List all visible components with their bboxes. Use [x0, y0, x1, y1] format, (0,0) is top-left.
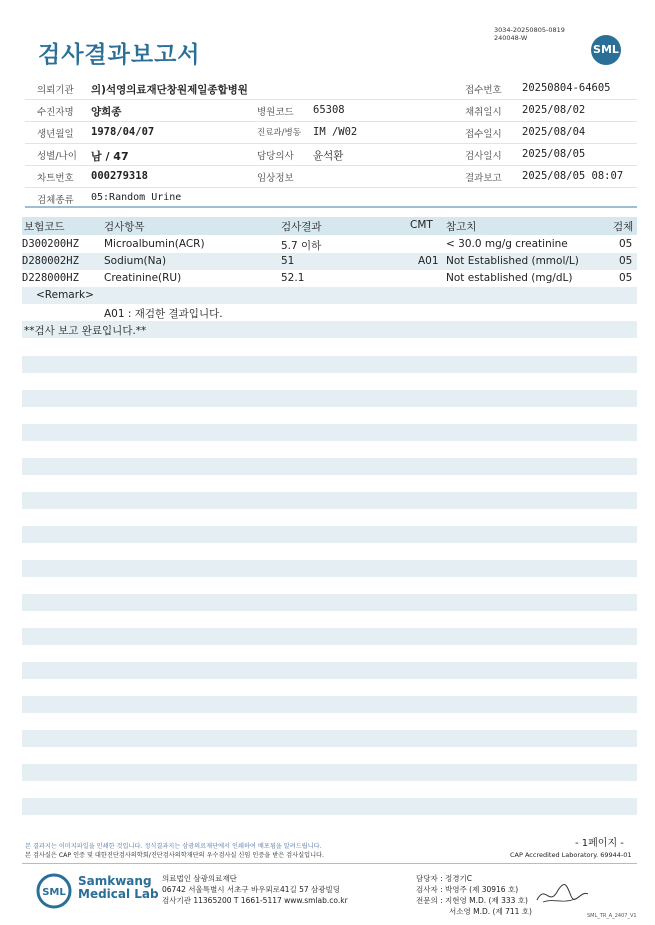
row-item: Microalbumin(ACR) [104, 238, 205, 250]
col-cmt: CMT [410, 219, 433, 231]
document-id-line-1: 3034-20250805-0819 [494, 26, 565, 34]
collect-date-value: 2025/08/02 [522, 104, 586, 116]
dept-value: IM /W02 [313, 126, 358, 138]
birth-label: 생년월일 [37, 129, 74, 140]
row-result: 51 [281, 255, 295, 267]
clinical-label: 임상정보 [257, 173, 294, 184]
staff-line-4: 서소영 M.D. (제 711 호) [449, 907, 532, 916]
staff-line-3: 전문의 : 지현영 M.D. (제 333 호) [416, 896, 528, 905]
chart-label: 차트번호 [37, 173, 74, 184]
remark-row [22, 287, 637, 304]
col-result: 검사결과 [281, 221, 322, 233]
row-item: Sodium(Na) [104, 255, 167, 267]
test-date-label: 검사일시 [465, 151, 502, 162]
document-id-line-2: 240048-W [494, 34, 528, 42]
chart-value: 000279318 [91, 170, 148, 182]
header-row-1 [25, 78, 637, 100]
header-row-2 [25, 100, 637, 122]
row-code: D280002HZ [22, 255, 79, 267]
specimen-value: 05:Random Urine [91, 192, 182, 203]
table-row [22, 236, 637, 253]
empty-row [22, 390, 637, 407]
sml-logo: SML [591, 35, 621, 65]
address-line-2: 06742 서울특별시 서초구 바우뫼로41길 57 삼광빌딩 [162, 885, 341, 894]
sex-age-label: 성별/나이 [37, 151, 77, 162]
document-id [494, 26, 565, 42]
empty-row [22, 764, 637, 781]
receipt-date-label: 접수일시 [465, 129, 502, 140]
receipt-date-value: 2025/08/04 [522, 126, 586, 138]
row-result: 5.7 이하 [281, 240, 322, 252]
col-code: 보험코드 [24, 221, 65, 233]
row-cmt: A01 [418, 255, 439, 267]
brand-line-2: Medical Lab [78, 887, 159, 901]
address-line-3: 검사기관 11365200 T 1661-5117 www.smlab.co.kr [162, 896, 348, 905]
test-date-value: 2025/08/05 [522, 148, 586, 160]
row-code: D228000HZ [22, 272, 79, 284]
receipt-no-label: 접수번호 [465, 85, 502, 96]
requester-label: 의뢰기관 [37, 85, 74, 96]
empty-row [22, 730, 637, 747]
brand-name [78, 875, 159, 901]
lab-address [162, 873, 348, 906]
results-table-header [22, 217, 637, 235]
remark-label: <Remark> [36, 289, 94, 301]
patient-label: 수진자명 [37, 107, 74, 118]
empty-row [22, 424, 637, 441]
row-ref: < 30.0 mg/g creatinine [446, 238, 568, 250]
row-ref: Not established (mg/dL) [446, 272, 573, 284]
doctor-value: 윤석환 [313, 150, 344, 162]
row-specimen: 05 [619, 272, 633, 284]
complete-row [22, 321, 637, 338]
image-notice: 본 결과지는 이미지파일을 인쇄한 것입니다. 정식결과지는 삼광의료재단에서 인쇄하여 배포됨을 알려드립니다. [25, 843, 322, 850]
report-date-label: 결과보고 [465, 173, 502, 184]
collect-date-label: 채취일시 [465, 107, 502, 118]
specimen-label: 검체종류 [37, 195, 74, 206]
empty-row [22, 594, 637, 611]
address-line-1: 의료법인 삼광의료재단 [162, 874, 237, 883]
svg-text:SML: SML [42, 887, 66, 898]
staff-info [416, 873, 532, 917]
requester-value: 의)석영의료재단창원제일종합병원 [91, 84, 248, 96]
header-divider [25, 206, 637, 208]
brand-line-1: Samkwang [78, 874, 152, 888]
header-row-4 [25, 144, 637, 166]
col-item: 검사항목 [104, 221, 145, 233]
row-ref: Not Established (mmol/L) [446, 255, 579, 267]
dept-label: 진료과/병동 [257, 128, 301, 138]
accreditation-notice: 본 검사실은 CAP 인증 및 대한진단검사의학회/진단검사의학재단의 우수검사실 신임 인증을 받은 검사실입니다. [25, 852, 324, 859]
empty-row [22, 560, 637, 577]
doctor-label: 담당의사 [257, 151, 294, 162]
remark-text-row [22, 304, 637, 321]
header-row-5 [25, 166, 637, 188]
page-number: - 1페이지 - [575, 838, 624, 849]
table-row [22, 253, 637, 270]
footer-divider [22, 863, 637, 864]
remark-text: A01 : 재검한 결과입니다. [104, 308, 223, 320]
empty-row [22, 696, 637, 713]
empty-row [22, 458, 637, 475]
patient-value: 양희종 [91, 106, 122, 118]
empty-table-stripes [22, 356, 637, 832]
table-row [22, 270, 637, 287]
staff-line-2: 검사자 : 박영주 (제 30916 호) [416, 885, 519, 894]
samkwang-logo-icon [36, 873, 72, 909]
staff-line-1: 담당자 : 정경기C [416, 874, 473, 883]
row-code: D300200HZ [22, 238, 79, 250]
empty-row [22, 526, 637, 543]
complete-text: **검사 보고 완료입니다.** [24, 325, 147, 337]
row-specimen: 05 [619, 255, 633, 267]
hospital-code-label: 병원코드 [257, 107, 294, 118]
row-specimen: 05 [619, 238, 633, 250]
report-title: 검사결과보고서 [38, 42, 201, 68]
signature-icon [535, 880, 590, 908]
col-ref: 참고치 [446, 221, 477, 233]
empty-row [22, 662, 637, 679]
empty-row [22, 628, 637, 645]
cap-accreditation: CAP Accredited Laboratory. 69944-01 [510, 851, 632, 859]
hospital-code-value: 65308 [313, 104, 345, 116]
row-item: Creatinine(RU) [104, 272, 182, 284]
receipt-no-value: 20250804-64605 [522, 82, 611, 94]
results-table-body [22, 236, 637, 338]
form-revision: SML_TR_A_2407_V1 [587, 913, 637, 919]
empty-row [22, 356, 637, 373]
col-specimen: 검체 [613, 221, 634, 233]
patient-info-header [25, 78, 637, 209]
report-date-value: 2025/08/05 08:07 [522, 170, 624, 182]
row-result: 52.1 [281, 272, 305, 284]
empty-row [22, 492, 637, 509]
sex-age-value: 남 / 47 [91, 150, 129, 163]
empty-row [22, 798, 637, 815]
header-row-3 [25, 122, 637, 144]
birth-value: 1978/04/07 [91, 126, 155, 138]
